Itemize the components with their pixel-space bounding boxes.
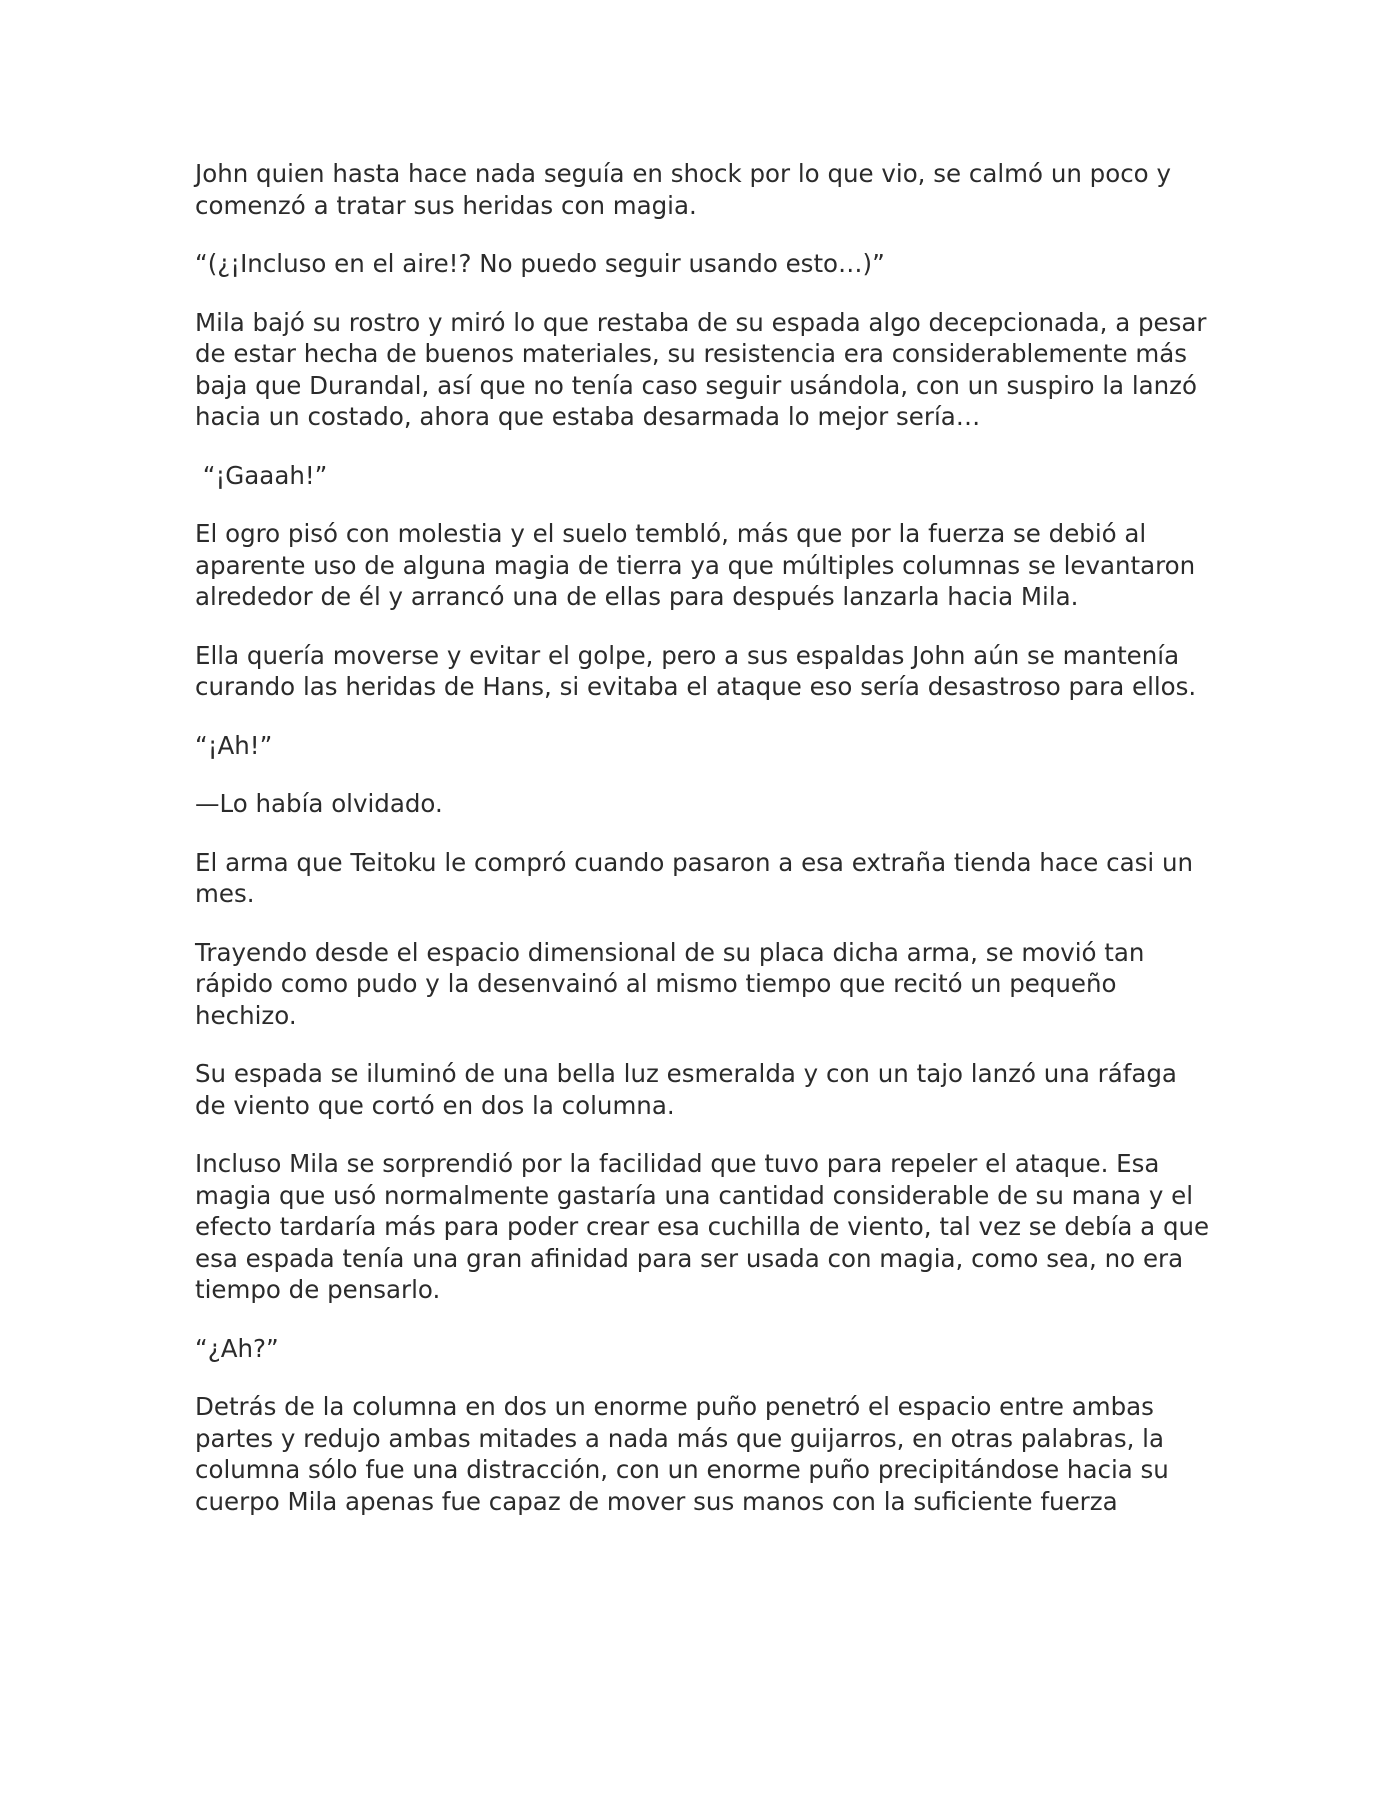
paragraph: John quien hasta hace nada seguía en shock por lo que vio, se calmó un poco y comenzó a tratar sus heridas con magia. [195,159,1171,220]
document-page [195,158,1210,1517]
paragraph: “¿Ah?” [195,1333,279,1363]
paragraph: “(¿¡Incluso en el aire!? No puedo seguir usando esto…)” [195,249,885,278]
paragraph: El arma que Teitoku le compró cuando pasaron a esa extraña tienda hace casi un mes. [195,847,1194,908]
paragraph: Mila bajó su rostro y miró lo que restaba de su espada algo decepcionada, a pesar de estar hecha de buenos materiales, su resistencia era considerablemente más baja que Durandal, así que no tenía caso seguir usándola, con un suspiro la lanzó hacia un costado, ahora que estaba desarmada lo mejor sería… [195,307,1207,431]
paragraph: “¡Ah!” [195,730,273,760]
paragraph: Incluso Mila se sorprendió por la facilidad que tuvo para repeler el ataque. Esa magia que usó normalmente gastaría una cantidad considerable de su mana y el efecto tardaría más para poder crear esa cuchilla de viento, tal vez se debía a que esa espada tenía una gran afinidad para ser usada con magia, como sea, no era tiempo de pensarlo. [195,1149,1210,1304]
paragraph: Trayendo desde el espacio dimensional de su placa dicha arma, se movió tan rápido como pudo y la desenvainó al mismo tiempo que recitó un pequeño hechizo. [195,937,1145,1030]
paragraph: “¡Gaaah!” [195,460,328,490]
paragraph: —Lo había olvidado. [195,789,443,818]
paragraph: El ogro pisó con molestia y el suelo tembló, más que por la fuerza se debió al aparente uso de alguna magia de tierra ya que múltiples columnas se levantaron alrededor de él y arrancó una de ellas para después lanzarla hacia Mila. [195,519,1196,611]
paragraph: Su espada se iluminó de una bella luz esmeralda y con un tajo lanzó una ráfaga de viento que cortó en dos la columna. [195,1059,1177,1120]
paragraph: Detrás de la columna en dos un enorme puño penetró el espacio entre ambas partes y redujo ambas mitades a nada más que guijarros, en otras palabras, la columna sólo fue una distracción, con un enorme puño precipitándose hacia su cuerpo Mila apenas fue capaz de mover sus manos con la suficiente fuerza [195,1392,1169,1516]
paragraph: Ella quería moverse y evitar el golpe, pero a sus espaldas John aún se mantenía curando las heridas de Hans, si evitaba el ataque eso sería desastroso para ellos. [195,640,1197,701]
